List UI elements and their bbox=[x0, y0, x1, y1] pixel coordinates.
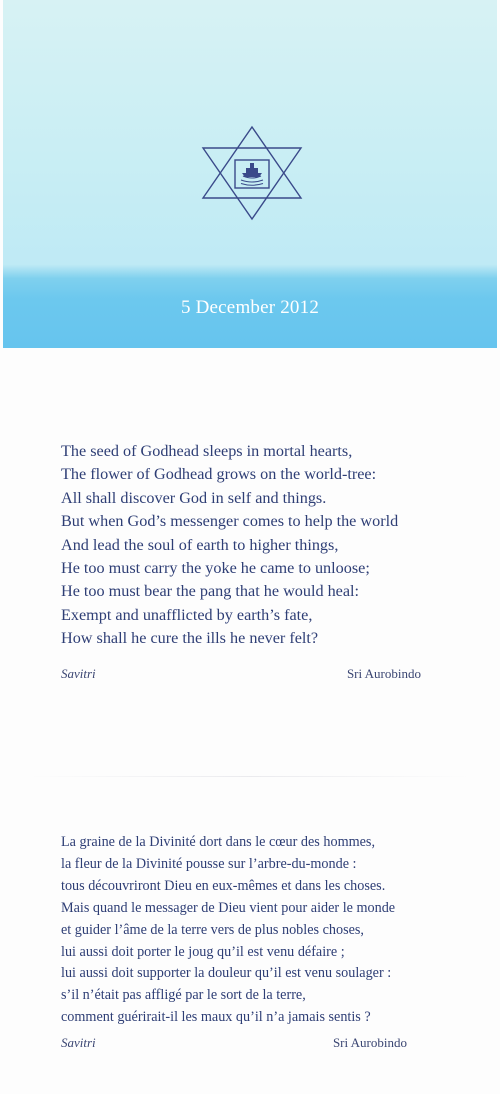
author-name: Sri Aurobindo bbox=[332, 1035, 407, 1050]
poem-line: la fleur de la Divinité pousse sur l’arbre-du-monde : bbox=[61, 855, 357, 872]
poem-line: The seed of Godhead sleeps in mortal hearts, bbox=[61, 442, 353, 460]
poem-line: comment guérirait-il les maux qu’il n’a jamais sentis ? bbox=[61, 1009, 371, 1026]
poem-line: tous découvriront Dieu en eux-mêmes et dans les choses. bbox=[61, 877, 386, 894]
poem-line: He too must bear the pang that he would heal: bbox=[61, 582, 360, 601]
sri-aurobindo-symbol-icon bbox=[199, 125, 305, 221]
divider bbox=[30, 776, 470, 777]
poem-line: The flower of Godhead grows on the world-tree: bbox=[61, 465, 377, 484]
date-heading: 5 December 2012 bbox=[180, 297, 320, 318]
poem-line: And lead the soul of earth to higher things, bbox=[61, 535, 339, 554]
poem-line: But when God’s messenger comes to help the world bbox=[61, 512, 399, 531]
poem-line: lui aussi doit supporter la douleur qu’il est venu soulager : bbox=[61, 965, 392, 982]
poem-line: lui aussi doit porter le joug qu’il est venu défaire ; bbox=[61, 943, 345, 960]
poem-line: s’il n’était pas affligé par le sort de la terre, bbox=[61, 987, 306, 1004]
author-name: Sri Aurobindo bbox=[346, 666, 421, 681]
source-title: Savitri bbox=[61, 666, 96, 681]
poem-line: Exempt and unafflicted by earth’s fate, bbox=[61, 605, 313, 624]
poem-line: All shall discover God in self and things. bbox=[61, 488, 327, 507]
poem-line: Mais quand le messager de Dieu vient pour aider le monde bbox=[61, 899, 396, 916]
poem-line: et guider l’âme de la terre vers de plus nobles choses, bbox=[61, 921, 364, 938]
poem-line: He too must carry the yoke he came to unloose; bbox=[61, 559, 370, 578]
english-poem bbox=[61, 440, 481, 651]
poem-line: La graine de la Divinité dort dans le cœur des hommes, bbox=[61, 834, 376, 850]
header-banner bbox=[3, 0, 497, 348]
french-poem bbox=[61, 832, 481, 1029]
poem-line: How shall he cure the ills he never felt? bbox=[61, 629, 319, 648]
source-title: Savitri bbox=[61, 1035, 96, 1050]
